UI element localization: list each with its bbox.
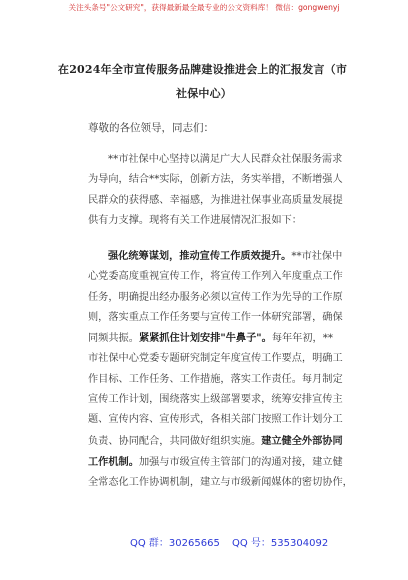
- subheading-bold: 工作机制。: [88, 455, 139, 468]
- text-line: 作目标、工作任务、工作措施，落实工作责任。每月制定: [88, 373, 343, 385]
- text-run: 加强与市级宣传主管部门的沟通对接，建立健: [138, 456, 343, 468]
- heading-bold: 强化统筹谋划，推动宣传工作质效提升。: [108, 250, 292, 262]
- text-line: 供有力支撑。现将有关工作进展情况汇报如下：: [88, 214, 302, 226]
- text-line: [88, 431, 343, 452]
- text-line: [88, 452, 343, 473]
- subheading-bold: 紧紧抓住计划安排"牛鼻子"。: [138, 332, 272, 345]
- text-line: [88, 246, 343, 267]
- text-line: 市社保中心党委专题研究制定年度宣传工作要点，明确工: [88, 353, 343, 365]
- text-line: [88, 328, 334, 349]
- title-line-2: 社保中心）: [176, 87, 232, 100]
- paragraph-intro: [88, 150, 343, 231]
- salutation: 尊敬的各位领导，同志们：: [88, 122, 214, 134]
- text-line: 心党委高度重视宣传工作，将宣传工作列入年度重点工作: [88, 271, 343, 283]
- text-run: 同频共振。: [88, 333, 139, 345]
- text-line: 宣传工作计划，围绕落实上级部署要求，统筹安排宣传主: [88, 394, 343, 406]
- text-line: **市社保中心坚持以满足广大人民群众社保服务需求: [108, 154, 343, 165]
- text-run: **市社保中: [291, 251, 343, 262]
- qq-group-number: QQ 群：30265665: [130, 538, 220, 549]
- text-line: 民群众的获得感、幸福感，为推进社保事业高质量发展提: [88, 194, 343, 206]
- text-line: 则，落实重点工作任务要与宣传工作一体研究部署，确保: [88, 311, 343, 323]
- text-line: 任务，明确提出经办服务必须以宣传工作为先导的工作原: [88, 291, 343, 303]
- header-banner: 关注头条号"公文研究"，获得最新最全最专业的公文资料库！ 微信：gongwenyj: [68, 3, 340, 12]
- text-line: 为导向，结合**实际，创新方法，务实举措，不断增强人: [88, 174, 343, 186]
- document-title: [58, 58, 358, 106]
- qq-account-number: QQ 号：535304092: [232, 538, 329, 549]
- paragraph-section-1: [88, 246, 353, 494]
- subheading-bold: 建立健全外部协同: [261, 434, 343, 447]
- text-line: 全常态化工作协调机制，建立与市级新闻媒体的密切协作，: [88, 477, 353, 489]
- text-run: 每年年初，**: [271, 333, 333, 345]
- text-run: 负责、协同配合，共同做好组织实施。: [88, 435, 262, 447]
- text-line: 题、宣传内容、宣传形式，各相关部门按照工作计划分工: [88, 414, 343, 426]
- title-line-1: 在2024年全市宣传服务品牌建设推进会上的汇报发言（市: [58, 63, 348, 76]
